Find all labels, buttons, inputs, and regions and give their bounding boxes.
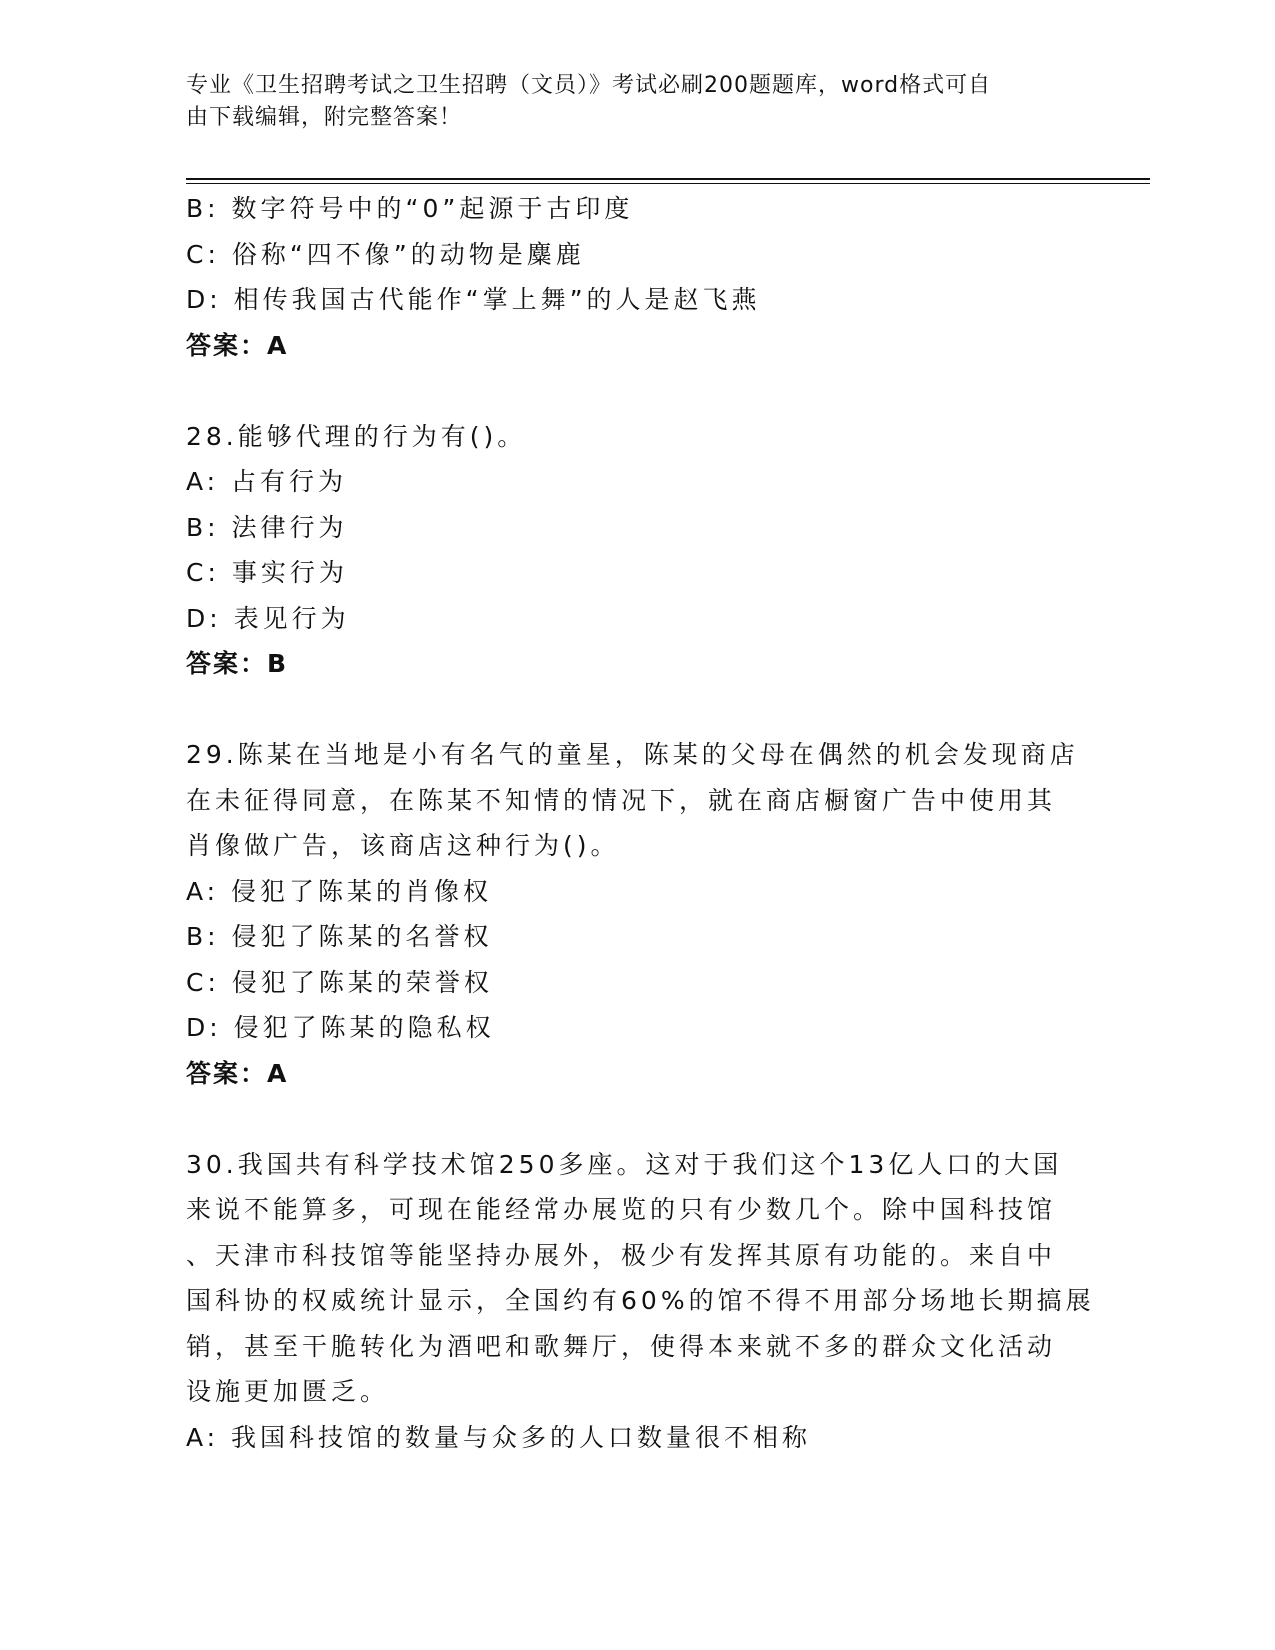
question-27-tail — [186, 186, 1086, 368]
option-d: D: 表见行为 — [186, 603, 350, 633]
option-a: A: 占有行为 — [186, 467, 348, 496]
header-line-2: 由下载编辑，附完整答案！ — [186, 105, 463, 130]
question-stem-line: 29.陈某在当地是小有名气的童星，陈某的父母在偶然的机会发现商店 — [186, 740, 1079, 769]
option-c: C: 侵犯了陈某的荣誉权 — [186, 967, 493, 997]
question-28 — [186, 414, 1086, 687]
option-c: C: 事实行为 — [186, 558, 348, 587]
option-c: C: 俗称“四不像”的动物是麋鹿 — [186, 239, 585, 269]
option-b: B: 侵犯了陈某的名誉权 — [186, 922, 493, 951]
spacer — [186, 1096, 1086, 1142]
spacer — [186, 368, 1086, 414]
option-a: A: 我国科技馆的数量与众多的人口数量很不相称 — [186, 1422, 812, 1452]
header-line-1: 专业《卫生招聘考试之卫生招聘（文员）》考试必刷200题题库，word格式可自 — [186, 73, 992, 98]
question-stem-line: 在未征得同意，在陈某不知情的情况下，就在商店橱窗广告中使用其 — [186, 785, 1057, 815]
question-stem-line: 销，甚至干脆转化为酒吧和歌舞厅，使得本来就不多的群众文化活动 — [186, 1331, 1057, 1361]
question-stem-line: 设施更加匮乏。 — [186, 1377, 390, 1406]
question-30 — [186, 1142, 1095, 1461]
document-header — [186, 70, 1066, 134]
question-stem-line: 国科协的权威统计显示，全国约有60%的馆不得不用部分场地长期搞展 — [186, 1286, 1095, 1315]
question-stem-line: 、天津市科技馆等能坚持办展外，极少有发挥其原有功能的。来自中 — [186, 1240, 1057, 1270]
option-b: B: 数字符号中的“0”起源于古印度 — [186, 194, 634, 223]
option-b: B: 法律行为 — [186, 512, 348, 542]
question-stem: 28.能够代理的行为有()。 — [186, 421, 527, 451]
header-divider-thick — [186, 178, 1150, 180]
question-stem-line: 来说不能算多，可现在能经常办展览的只有少数几个。除中国科技馆 — [186, 1195, 1057, 1224]
question-29 — [186, 732, 1086, 1096]
option-d: D: 侵犯了陈某的隐私权 — [186, 1013, 495, 1042]
question-list — [186, 186, 1095, 1460]
header-divider-thin — [186, 183, 1150, 184]
spacer — [186, 687, 1086, 733]
option-d: D: 相传我国古代能作“掌上舞”的人是赵飞燕 — [186, 285, 761, 314]
question-stem-line: 30.我国共有科学技术馆250多座。这对于我们这个13亿人口的大国 — [186, 1149, 1063, 1179]
answer-line: 答案：A — [186, 1058, 289, 1088]
question-stem-line: 肖像做广告，该商店这种行为()。 — [186, 831, 620, 860]
option-a: A: 侵犯了陈某的肖像权 — [186, 876, 493, 906]
answer-line: 答案：A — [186, 330, 289, 360]
answer-line: 答案：B — [186, 649, 289, 678]
